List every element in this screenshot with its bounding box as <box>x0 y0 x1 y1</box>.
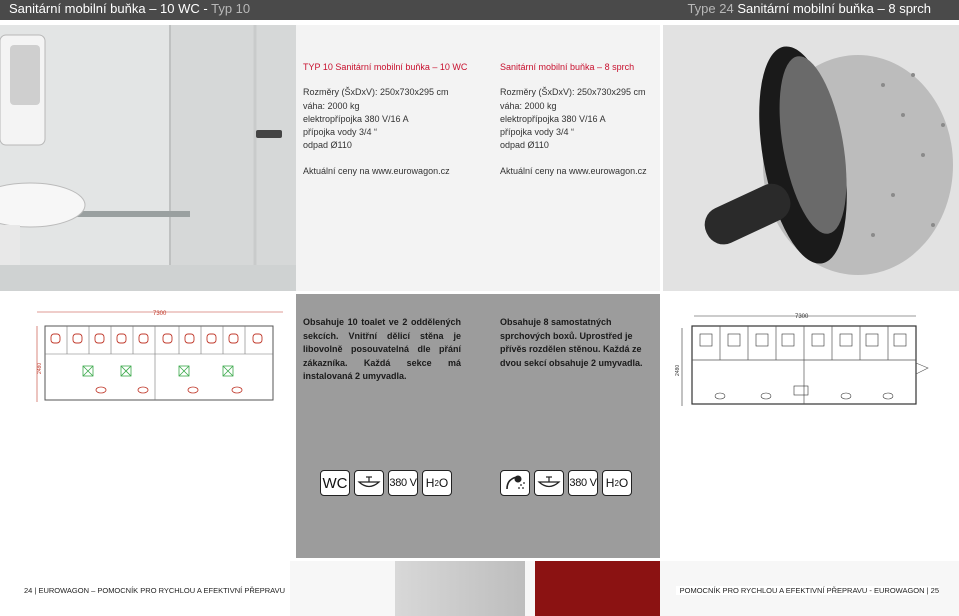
washbasin-icon <box>534 470 564 496</box>
left-title-text: Sanitární mobilní buňka – 10 WC <box>9 1 200 16</box>
right-spec-drain: odpad Ø110 <box>500 140 549 151</box>
bottom-photo-dryer <box>395 561 525 616</box>
left-spec-electric: elektropřípojka 380 V/16 A <box>303 113 409 124</box>
water-icon <box>422 470 452 496</box>
wc-floor-plan <box>33 306 288 404</box>
wc-icon: WC <box>320 470 350 496</box>
left-type-label: Typ 10 <box>211 1 251 16</box>
right-spec-water: přípojka vody 3/4 “ <box>500 127 575 138</box>
wc-plan-width-label: 2480 <box>37 362 43 374</box>
shower-head-photo <box>663 25 959 291</box>
shower-icon <box>500 470 530 496</box>
electricity-icon: 380 V <box>388 470 418 496</box>
right-spec-electric: elektropřípojka 380 V/16 A <box>500 113 606 124</box>
wc-plan-length-label: 7300 <box>153 311 167 317</box>
shower-floor-plan <box>670 308 932 410</box>
footer-left: 24 | EUROWAGON – POMOCNÍK PRO RYCHLOU A EFEKTIVNÍ PŘEPRAVU <box>24 586 289 595</box>
footer-right: POMOCNÍK PRO RYCHLOU A EFEKTIVNÍ PŘEPRAVU - EUROWAGON | 25 <box>676 586 939 595</box>
right-spec-dimensions: Rozměry (ŠxDxV): 250x730x295 cm <box>500 87 646 98</box>
left-spec-dimensions: Rozměry (ŠxDxV): 250x730x295 cm <box>303 87 449 98</box>
left-unit-title: TYP 10 Sanitární mobilní buňka – 10 WC <box>303 62 468 72</box>
shower-plan-length-label: 7300 <box>795 314 809 320</box>
right-price-link[interactable]: Aktuální ceny na www.eurowagon.cz <box>500 165 647 176</box>
bottom-photo-red <box>535 561 660 616</box>
water-h-text: H <box>605 476 615 490</box>
water-icon <box>602 470 632 496</box>
water-o-text: O <box>618 476 629 490</box>
right-page-title <box>687 1 931 16</box>
right-spec-weight: váha: 2000 kg <box>500 100 557 111</box>
water-h-text: H <box>425 476 435 490</box>
shower-feature-icons <box>500 470 632 496</box>
water-o-text: O <box>438 476 449 490</box>
wc-feature-icons <box>320 470 452 496</box>
right-title-text: Sanitární mobilní buňka – 8 sprch <box>737 1 931 16</box>
left-unit-specs <box>303 61 473 178</box>
wc-interior-photo <box>0 25 296 291</box>
water-sub-text: 2 <box>434 478 439 488</box>
left-price-link[interactable]: Aktuální ceny na www.eurowagon.cz <box>303 165 450 176</box>
washbasin-icon <box>354 470 384 496</box>
left-page-title <box>9 1 250 16</box>
right-unit-title: Sanitární mobilní buňka – 8 sprch <box>500 62 635 72</box>
electricity-icon: 380 V <box>568 470 598 496</box>
right-unit-specs <box>500 61 670 178</box>
water-sub-text: 2 <box>614 478 619 488</box>
left-spec-drain: odpad Ø110 <box>303 140 352 151</box>
left-spec-weight: váha: 2000 kg <box>303 100 360 111</box>
wc-description: Obsahuje 10 toalet ve 2 oddělených sekcích. Vnitřní dělicí stěna je libovolně posouvatelná dle přání zákazníka. Každá sekce má instalovaná 2 umyvadla. <box>303 317 461 381</box>
shower-description: Obsahuje 8 samostatných sprchových boxů. Uprostřed je přívěs rozdělen stěnou. Každá ze dvou sekcí obsahuje 2 umyvadla. <box>500 317 643 368</box>
shower-plan-width-label: 2480 <box>675 364 681 376</box>
left-title-separator: - <box>199 1 212 16</box>
right-type-label: Type 24 <box>687 1 734 16</box>
left-spec-water: přípojka vody 3/4 “ <box>303 127 378 138</box>
